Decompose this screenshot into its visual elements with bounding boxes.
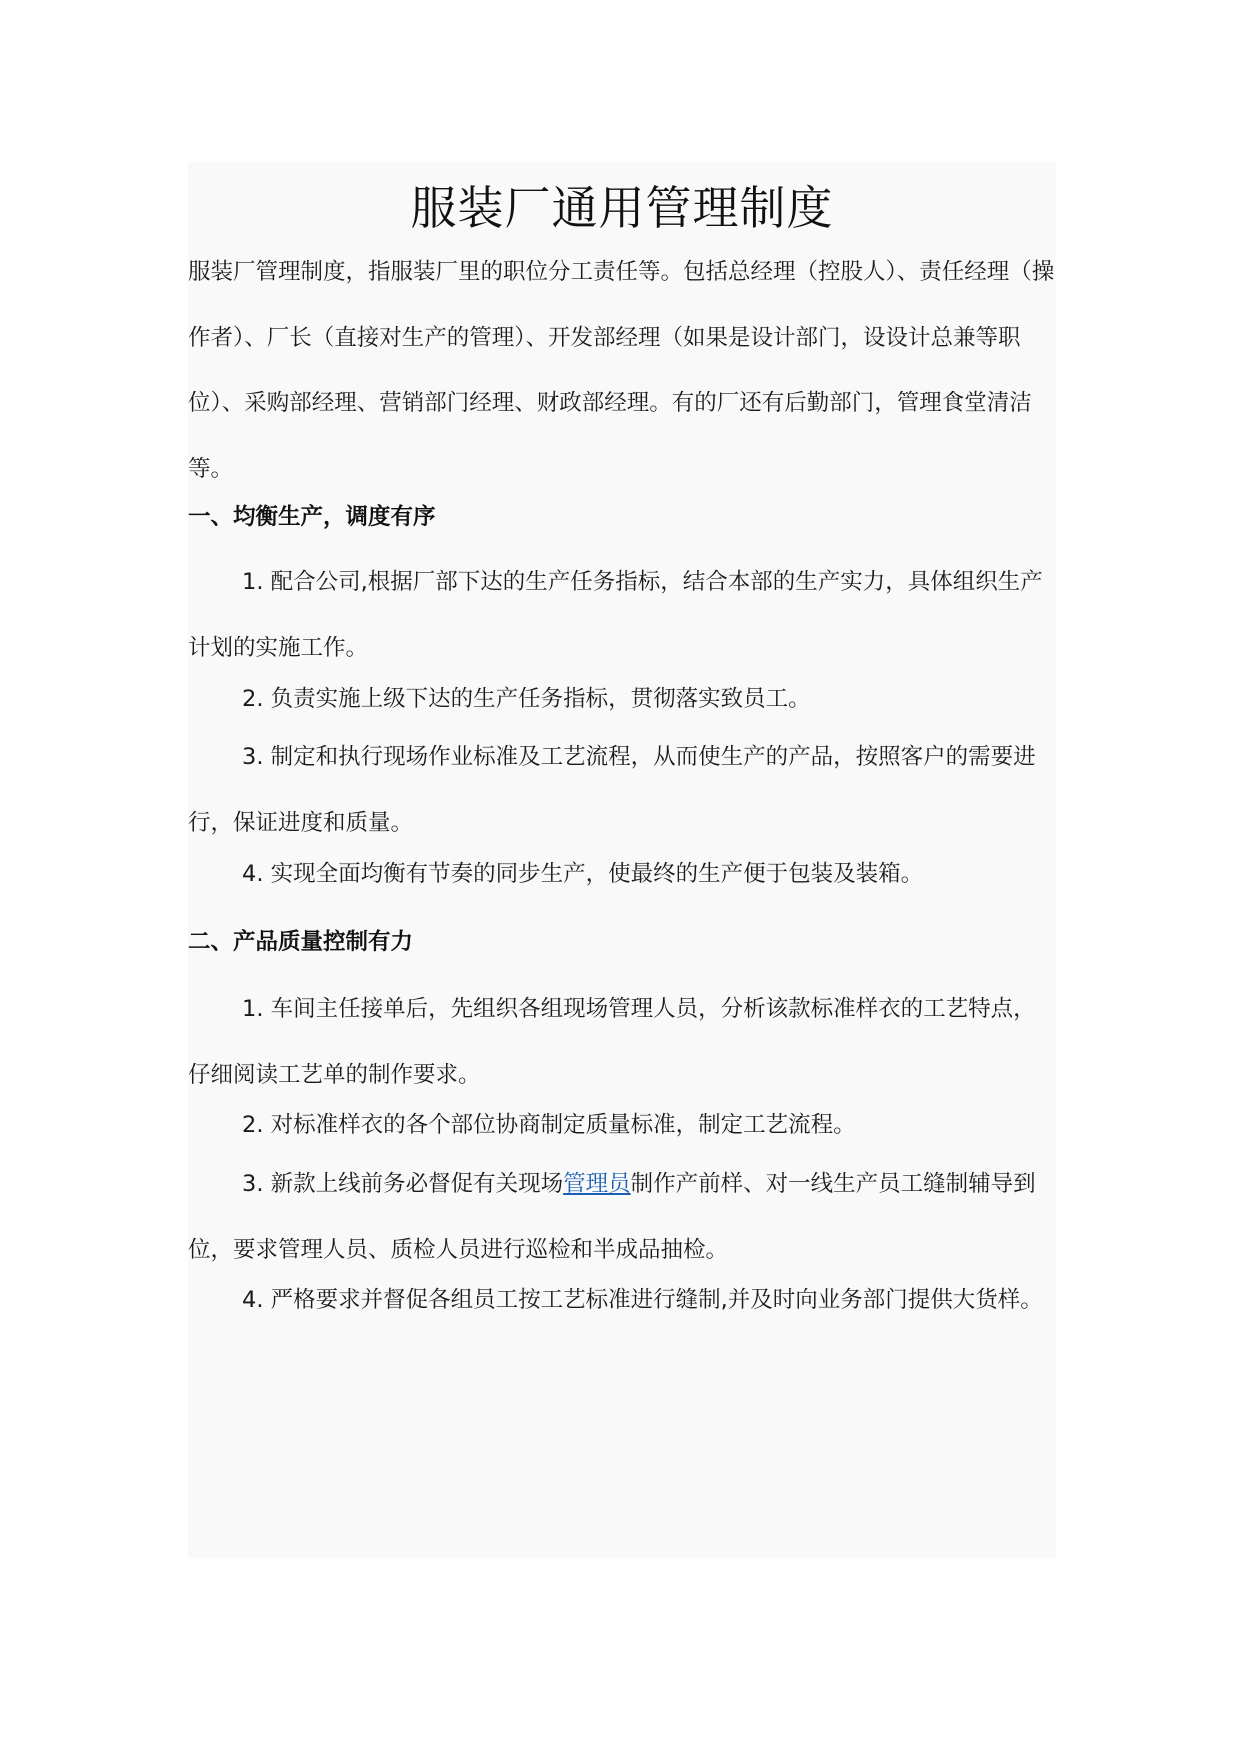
intro-paragraph: 服装厂管理制度，指服装厂里的职位分工责任等。包括总经理（控股人）、责任经理（操作者）、厂长（直接对生产的管理）、开发部经理（如果是设计部门，设设计总兼等职位）、采购部经理、营销部门经理、财政部经理。有的厂还有后勤部门，管理食堂清洁等。 (188, 259, 1055, 482)
section1-item-3: 3. 制定和执行现场作业标准及工艺流程，从而使生产的产品，按照客户的需要进行，保证进度和质量。 (188, 744, 1036, 836)
section1-item-1: 1. 配合公司,根据厂部下达的生产任务指标，结合本部的生产实力，具体组织生产计划的实施工作。 (188, 569, 1043, 661)
section2-item-3-before: 3. 新款上线前务必督促有关现场 (242, 1171, 564, 1197)
section1-item-4: 4. 实现全面均衡有节奏的同步生产，使最终的生产便于包装及装箱。 (242, 861, 924, 887)
section2-item-3 (188, 1152, 1056, 1283)
section2-item-1: 1. 车间主任接单后，先组织各组现场管理人员，分析该款标准样衣的工艺特点，仔细阅读工艺单的制作要求。 (188, 996, 1036, 1088)
admin-link[interactable]: 管理员 (563, 1171, 631, 1197)
section2-item-4: 4. 严格要求并督促各组员工按工艺标准进行缝制,并及时向业务部门提供大货样。 (242, 1287, 1043, 1313)
section-heading-1: 一、均衡生产，调度有序 (188, 504, 436, 530)
document-page (188, 162, 1056, 1558)
section2-item-2: 2. 对标准样衣的各个部位协商制定质量标准，制定工艺流程。 (242, 1112, 856, 1138)
section1-item-2: 2. 负责实施上级下达的生产任务指标，贯彻落实致员工。 (242, 686, 811, 712)
document-title: 服装厂通用管理制度 (410, 181, 834, 235)
section2-item-3-after: 制作产前样、对一线生产员工缝制辅导到位，要求管理人员、质检人员进行巡检和半成品抽检。 (188, 1171, 1036, 1263)
section-heading-2: 二、产品质量控制有力 (188, 929, 414, 955)
